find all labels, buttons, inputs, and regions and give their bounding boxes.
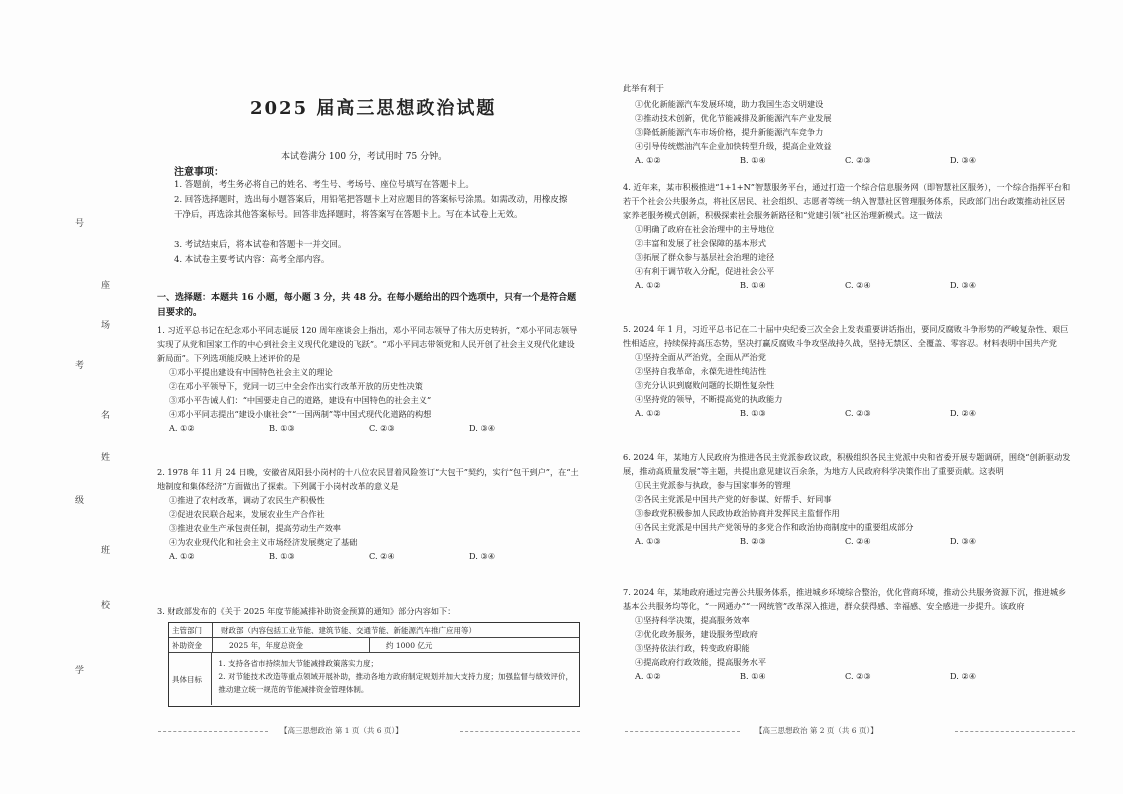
- question-option: ③参政党积极参加人民政协政治协商并发挥民主监督作用: [635, 508, 840, 518]
- question-2: [157, 465, 582, 563]
- choice-row: [623, 153, 1073, 167]
- choice-d[interactable]: D. ③④: [469, 423, 496, 433]
- page-footer-right: 【高三思想政治 第 2 页（共 6 页）】: [755, 726, 878, 735]
- choice-b[interactable]: B. ①④: [740, 155, 766, 165]
- question-stem: 6. 2024 年，某地方人民政府为推进各民主党派参政议政，积极组织各民主党派中央和省委开展专题调研，围绕“创新驱动发展，推动高质量发展”等主题，共提出意见建议百余条，为地方人民政府科学决策作出了重要贡献。这表明: [623, 452, 1071, 476]
- question-option: ④有利于调节收入分配，促进社会公平: [635, 266, 775, 276]
- choice-b[interactable]: B. ①③: [269, 551, 295, 561]
- question-option: ②丰富和发展了社会保障的基本形式: [635, 238, 767, 248]
- binding-strip: [70, 190, 109, 710]
- section-heading: 一、选择题：本题共 16 小题，每小题 3 分，共 48 分。在每小题给出的四个选项中，只有一个是符合题目要求的。: [157, 293, 577, 318]
- choice-row: [157, 421, 582, 435]
- question-option: ④引导传统燃油汽车企业加快转型升级，提高企业效益: [635, 141, 832, 151]
- notice-item: 3. 考试结束后，将本试卷和答题卡一并交回。: [174, 240, 347, 250]
- table-cell-label: 主管部门: [169, 623, 213, 637]
- choice-b[interactable]: B. ①④: [740, 280, 766, 290]
- choice-row: [623, 278, 1073, 292]
- choice-d[interactable]: D. ②④: [950, 408, 977, 418]
- question-option: ①推进了农村改革，调动了农民生产积极性: [169, 495, 325, 505]
- notice-item: 1. 答题前，考生务必将自己的姓名、考生号、考场号、座位号填写在答题卡上。: [174, 180, 474, 190]
- choice-row: [623, 406, 1073, 420]
- choice-c[interactable]: C. ②④: [369, 551, 395, 561]
- choice-d[interactable]: D. ③④: [950, 536, 977, 546]
- table-item: 2. 对节能技术改造等重点领域开展补助，推动各地方政府制定规划并加大支持力度；加强监督与绩效评价，推动建立统一规范的节能减排资金管理体制。: [218, 672, 573, 694]
- exam-subtitle: 本试卷满分 100 分，考试用时 75 分钟。: [281, 152, 448, 162]
- question-option: ①民主党派参与执政，参与国家事务的管理: [635, 480, 791, 490]
- table-cell: [212, 653, 579, 705]
- choice-c[interactable]: C. ②③: [845, 155, 871, 165]
- question-option: ③充分认识到腐败问题的长期性复杂性: [635, 380, 775, 390]
- table-cell-label: 补助资金: [169, 638, 213, 652]
- choice-a[interactable]: A. ①②: [635, 280, 661, 290]
- question-option: ①邓小平提出建设有中国特色社会主义的理论: [169, 367, 333, 377]
- binding-field: 考: [73, 360, 83, 369]
- table-row: [169, 653, 579, 705]
- question-option: ③拓展了群众参与基层社会治理的途径: [635, 252, 775, 262]
- table-item: 1. 支持各省市持续加大节能减排政策落实力度；: [218, 659, 378, 668]
- question-option: ③降低新能源汽车市场价格，提升新能源汽车竞争力: [635, 127, 824, 137]
- table-row: [169, 623, 579, 638]
- question-stem: 1. 习近平总书记在纪念邓小平同志诞辰 120 周年座谈会上指出，邓小平同志领导了伟大历史转折，“邓小平同志领导实现了从党和国家工作的中心到社会主义现代化建设的飞跃”。“邓小平同志带领党和人民开创了社会主义现代化建设新局面”。下列选项能反映上述评价的是: [157, 325, 578, 363]
- choice-c[interactable]: C. ②④: [845, 280, 871, 290]
- question-option: ③邓小平告诫人们：“中国要走自己的道路，建设有中国特色的社会主义”: [169, 395, 432, 405]
- notice-item: 4. 本试卷主要考试内容：高考全部内容。: [174, 255, 330, 265]
- choice-b[interactable]: B. ①③: [740, 408, 766, 418]
- choice-d[interactable]: D. ③④: [950, 155, 977, 165]
- choice-c[interactable]: C. ②③: [845, 408, 871, 418]
- notice-item: 2. 回答选择题时，选出每小题答案后，用铅笔把答题卡上对应题目的答案标号涂黑。如需改动，用橡皮擦干净后，再选涂其他答案标号。回答非选择题时，将答案写在答题卡上。写在本试卷上无效。: [174, 195, 568, 220]
- choice-c[interactable]: C. ②④: [845, 536, 871, 546]
- table-cell: 财政部（内容包括工业节能、建筑节能、交通节能、新能源汽车推广应用等）: [221, 625, 476, 635]
- question-option: ①坚持科学决策，提高服务效率: [635, 615, 750, 625]
- choice-a[interactable]: A. ①②: [635, 671, 661, 681]
- question-option: ①明确了政府在社会治理中的主导地位: [635, 224, 775, 234]
- question-7: [623, 585, 1073, 683]
- question-option: ②坚持自我革命，永葆先进性纯洁性: [635, 366, 767, 376]
- choice-c[interactable]: C. ②③: [369, 423, 395, 433]
- choice-d[interactable]: D. ③④: [469, 551, 496, 561]
- question-4: [623, 180, 1073, 292]
- question-stem: 4. 近年来，某市积极推进“1+1+N”智慧服务平台，通过打造一个综合信息服务网（即智慧社区服务），一个综合指挥平台和若干个社会公共服务点，将社区居民、社会组织、志愿者等统一纳入智慧社区管理服务体系，民政部门出台政策推动社区居家养老服务模式创新，积极探索社会服务新路径和“党建引领”社区治理新模式。这一做法: [623, 182, 1071, 220]
- choice-row: [157, 549, 582, 563]
- footer-divider: [158, 731, 268, 732]
- question-stem: 3. 财政部发布的《关于 2025 年度节能减排补助资金预算的通知》部分内容如下：: [157, 606, 456, 616]
- choice-b[interactable]: B. ②③: [740, 536, 766, 546]
- question-option: ②各民主党派是中国共产党的好参谋、好帮手、好同事: [635, 494, 832, 504]
- binding-field: 级: [73, 495, 83, 504]
- choice-d[interactable]: D. ③④: [950, 280, 977, 290]
- question-option: ④各民主党派是中国共产党领导的多党合作和政治协商制度中的重要组成部分: [635, 522, 914, 532]
- question-stem: 7. 2024 年，某地政府通过完善公共服务体系，推进城乡环境综合整治，优化营商环境，推动公共服务资源下沉，推进城乡基本公共服务均等化，“一网通办”“一网统管”改革深入推进，群众获得感、幸福感、安全感进一步提升。该政府: [623, 587, 1067, 611]
- footer-divider: [625, 731, 740, 732]
- footer-divider: [460, 731, 580, 732]
- binding-field: 姓: [99, 452, 109, 461]
- question-stem: 5. 2024 年 1 月，习近平总书记在二十届中央纪委三次全会上发表重要讲话指出，要同反腐败斗争形势的严峻复杂性、艰巨性相适应，持续保持高压态势，坚决打赢反腐败斗争攻坚战持久战，坚持无禁区、全覆盖、零容忍。材料表明中国共产党: [623, 324, 1069, 348]
- question-option: ①坚持全面从严治党，全面从严治党: [635, 352, 767, 362]
- choice-a[interactable]: A. ①③: [635, 536, 661, 546]
- exam-title: 2025 届高三思想政治试题: [250, 98, 497, 119]
- table-cell-label: 具体目标: [169, 653, 212, 705]
- question-3-options: [623, 97, 1073, 167]
- choice-d[interactable]: D. ②④: [950, 671, 977, 681]
- question-option: ④为农业现代化和社会主义市场经济发展奠定了基础: [169, 537, 358, 547]
- choice-row: [623, 669, 1073, 683]
- question-option: ①优化新能源汽车发展环境，助力我国生态文明建设: [635, 99, 824, 109]
- question-option: ④提高政府行政效能，提高服务水平: [635, 657, 767, 667]
- continuation-text: 此举有利于: [623, 83, 664, 93]
- binding-field: 座: [99, 280, 109, 289]
- table-cell: 约 1000 亿元: [386, 640, 433, 650]
- binding-field: 学: [73, 665, 83, 674]
- notice-title: 注意事项：: [174, 167, 224, 178]
- choice-a[interactable]: A. ①②: [169, 551, 195, 561]
- question-option: ④邓小平同志提出“建设小康社会”“一国两制”等中国式现代化道路的构想: [169, 409, 432, 419]
- choice-b[interactable]: B. ①③: [269, 423, 295, 433]
- question-option: ②推动技术创新，优化节能减排及新能源汽车产业发展: [635, 113, 832, 123]
- binding-field: 号: [73, 218, 83, 227]
- table-cell: 2025 年，年度总资金: [213, 638, 370, 652]
- question-stem: 2. 1978 年 11 月 24 日晚，安徽省凤阳县小岗村的十八位农民冒着风险签订“大包干”契约，实行“包干到户”，在“土地制度和集体经济”方面做出了探索。下列属于小岗村改革的意义是: [157, 467, 579, 491]
- choice-row: [623, 534, 1073, 548]
- page-footer-left: 【高三思想政治 第 1 页（共 6 页）】: [280, 726, 403, 735]
- choice-b[interactable]: B. ①④: [740, 671, 766, 681]
- table-row: [169, 638, 579, 653]
- question-option: ④坚持党的领导，不断提高党的执政能力: [635, 394, 783, 404]
- funding-table: [168, 622, 580, 707]
- question-6: [623, 450, 1073, 548]
- question-option: ③推进农业生产承包责任制，提高劳动生产效率: [169, 523, 341, 533]
- binding-field: 班: [99, 545, 109, 554]
- binding-field: 校: [99, 600, 109, 609]
- question-option: ③坚持依法行政，转变政府职能: [635, 643, 750, 653]
- question-1: [157, 323, 582, 435]
- question-option: ②优化政务服务，建设服务型政府: [635, 629, 758, 639]
- question-option: ②在邓小平领导下，党同一切三中全会作出实行改革开放的历史性决策: [169, 381, 423, 391]
- choice-a[interactable]: A. ①②: [169, 423, 195, 433]
- binding-field: 名: [99, 410, 109, 419]
- footer-divider: [955, 731, 1075, 732]
- choice-a[interactable]: A. ①②: [635, 155, 661, 165]
- binding-field: 场: [99, 320, 109, 329]
- question-option: ②促进农民联合起来，发展农业生产合作社: [169, 509, 325, 519]
- choice-a[interactable]: A. ①②: [635, 408, 661, 418]
- question-5: [623, 322, 1073, 420]
- question-3: [157, 604, 582, 618]
- choice-c[interactable]: C. ②③: [845, 671, 871, 681]
